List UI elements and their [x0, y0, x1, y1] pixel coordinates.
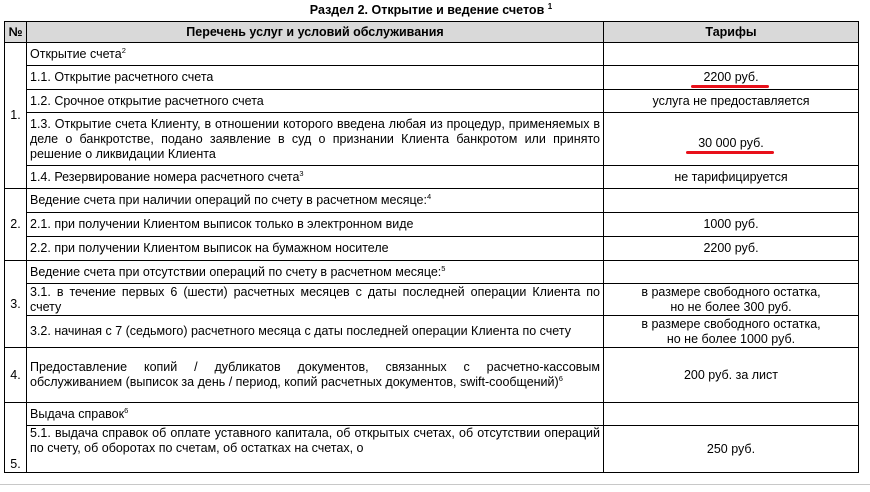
- group-heading-text: Ведение счета при наличии операций по счету в расчетном месяце:: [30, 193, 427, 207]
- service-cell: 3.2. начиная с 7 (седьмого) расчетного месяца с даты последней операции Клиента по счету: [27, 316, 604, 348]
- service-cell: 5.1. выдача справок об оплате уставного капитала, об открытых счетах, об отсутствии операций по счету, об оборотах по счетам, об остатках на счетах, о: [27, 426, 604, 473]
- col-header-services: Перечень услуг и условий обслуживания: [27, 22, 604, 43]
- tariff-line-1: в размере свободного остатка,: [641, 284, 821, 299]
- footnote-mark: 5: [441, 263, 446, 273]
- footnote-mark: 6: [124, 405, 129, 415]
- table-row: [5, 403, 859, 426]
- tariff-line-2: но не более 1000 руб.: [666, 331, 796, 346]
- table-row: [5, 90, 859, 113]
- footnote-mark: 3: [299, 168, 304, 178]
- group-heading: [27, 261, 604, 284]
- table-row: [5, 213, 859, 237]
- table-row: [5, 113, 859, 166]
- table-row: [5, 237, 859, 261]
- tariff-cell: 2200 руб.: [604, 237, 859, 261]
- group-heading: [27, 43, 604, 66]
- tariff-line-2: но не более 300 руб.: [670, 299, 792, 314]
- tariff-value-highlighted: 2200 руб.: [703, 70, 759, 84]
- section-title-text: Раздел 2. Открытие и ведение счетов: [309, 3, 545, 17]
- table-row: [5, 189, 859, 213]
- section-title: [0, 0, 862, 20]
- table-header-row: [5, 22, 859, 43]
- tariff-cell: 250 руб.: [604, 426, 859, 473]
- tariff-cell: [604, 66, 859, 90]
- tariff-cell-empty: [604, 403, 859, 426]
- group-number: 3.: [5, 261, 27, 348]
- section-footnote: 1: [547, 1, 553, 11]
- service-cell: [27, 348, 604, 403]
- service-cell: 1.2. Срочное открытие расчетного счета: [27, 90, 604, 113]
- col-header-num: №: [5, 22, 27, 43]
- service-cell: 1.3. Открытие счета Клиенту, в отношении которого введена любая из процедур, применяемых в деле о банкротстве, подано заявление в суд о признании Клиента банкротом или принято решение о ликвидации Клиента: [27, 113, 604, 166]
- table-row: [5, 66, 859, 90]
- footnote-mark: 6: [558, 373, 563, 383]
- service-cell: 2.2. при получении Клиентом выписок на бумажном носителе: [27, 237, 604, 261]
- table-row: [5, 166, 859, 189]
- tariff-cell-empty: [604, 189, 859, 213]
- service-cell: [27, 166, 604, 189]
- table-row: [5, 426, 859, 473]
- group-number: 5.: [5, 403, 27, 473]
- tariff-value-highlighted: 30 000 руб.: [698, 135, 764, 150]
- table-row: [5, 261, 859, 284]
- table-row: [5, 284, 859, 316]
- group-number: 1.: [5, 43, 27, 189]
- tariff-cell: 1000 руб.: [604, 213, 859, 237]
- tariff-cell: [604, 284, 859, 316]
- group-heading-text: Ведение счета при отсутствии операций по счету в расчетном месяце:: [30, 264, 442, 279]
- footnote-mark: 2: [121, 45, 126, 55]
- footnote-mark: 4: [426, 191, 432, 201]
- group-number: 2.: [5, 189, 27, 261]
- service-text: Предоставление копий / дубликатов документов, связанных с расчетно-кассовым обслуживанием (выписок за день / период, копий расчетных документов, swift-сообщений): [30, 360, 600, 389]
- group-heading-text: Открытие счета: [30, 46, 122, 61]
- tariff-line-1: в размере свободного остатка,: [641, 316, 821, 331]
- table-row: [5, 348, 859, 403]
- service-cell: 1.1. Открытие расчетного счета: [27, 66, 604, 90]
- group-number: 4.: [5, 348, 27, 403]
- group-heading-text: Выдача справок: [30, 406, 125, 421]
- col-header-tariffs: Тарифы: [604, 22, 859, 43]
- tariff-cell-empty: [604, 43, 859, 66]
- tariff-cell: услуга не предоставляется: [604, 90, 859, 113]
- tariff-table: [4, 21, 859, 473]
- window-bottom-edge: [0, 484, 870, 492]
- service-cell: 3.1. в течение первых 6 (шести) расчетных месяцев с даты последней операции Клиента по счету: [27, 284, 604, 316]
- tariff-cell: не тарифицируется: [604, 166, 859, 189]
- service-cell: 2.1. при получении Клиентом выписок только в электронном виде: [27, 213, 604, 237]
- tariff-cell: 200 руб. за лист: [604, 348, 859, 403]
- table-row: [5, 43, 859, 66]
- tariff-cell-empty: [604, 261, 859, 284]
- tariff-cell: [604, 113, 859, 166]
- group-heading: [27, 189, 604, 213]
- service-text: 1.4. Резервирование номера расчетного счета: [30, 169, 300, 184]
- table-row: [5, 316, 859, 348]
- group-heading: [27, 403, 604, 426]
- tariff-cell: [604, 316, 859, 348]
